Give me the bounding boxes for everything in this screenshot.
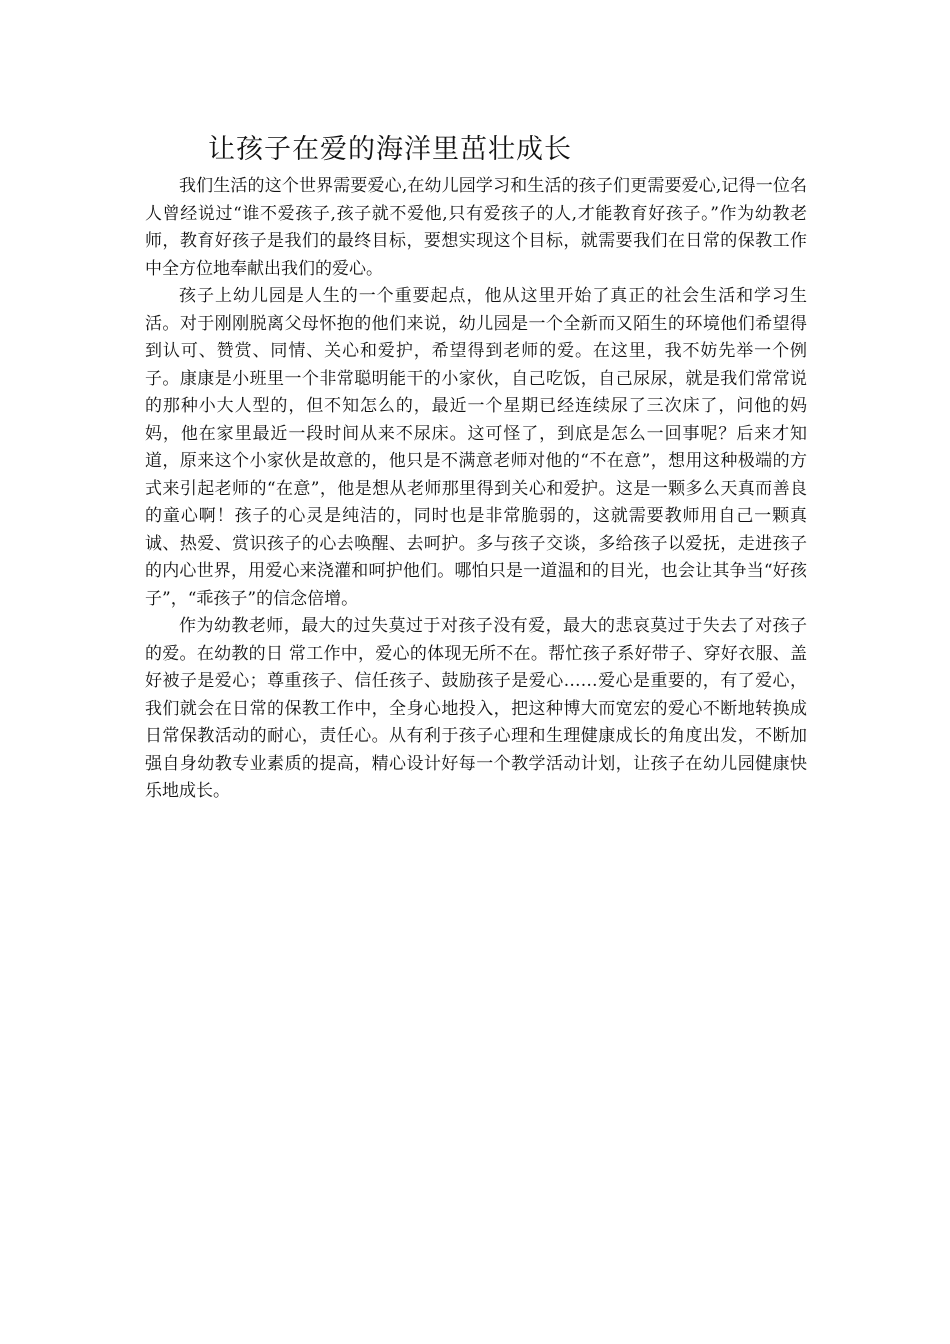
paragraph-2: 孩子上幼儿园是人生的一个重要起点，他从这里开始了真正的社会生活和学习生活。对于刚刚脱离父母怀抱的他们来说，幼儿园是一个全新而又陌生的环境他们希望得到认可、赞赏、同情、关心和爱护，希望得到老师的爱。在这里，我不妨先举一个例子。康康是小班里一个非常聪明能干的小家伙，自己吃饭，自己尿尿，就是我们常常说的那种小大人型的，但不知怎么的，最近一个星期已经连续尿了三次床了，问他的妈妈，他在家里最近一段时间从来不尿床。这可怪了，到底是怎么一回事呢？后来才知道，原来这个小家伙是故意的，他只是不满意老师对他的“不在意”，想用这种极端的方式来引起老师的“在意”，他是想从老师那里得到关心和爱护。这是一颗多么天真而善良的童心啊！孩子的心灵是纯洁的，同时也是非常脆弱的，这就需要教师用自己一颗真诚、热爱、赏识孩子的心去唤醒、去呵护。多与孩子交谈，多给孩子以爱抚，走进孩子的内心世界，用爱心来浇灌和呵护他们。哪怕只是一道温和的目光，也会让其争当“好孩子”，“乖孩子”的信念倍增。 bbox=[145, 286, 807, 609]
document-title: 让孩子在爱的海洋里茁壮成长 bbox=[208, 134, 572, 165]
document-body bbox=[145, 173, 807, 806]
paragraph-1: 我们生活的这个世界需要爱心,在幼儿园学习和生活的孩子们更需要爱心,记得一位名人曾经说过“谁不爱孩子,孩子就不爱他,只有爱孩子的人,才能教育好孩子。”作为幼教老师，教育好孩子是我们的最终目标，要想实现这个目标，就需要我们在日常的保教工作中全方位地奉献出我们的爱心。 bbox=[145, 176, 807, 279]
paragraph-3: 作为幼教老师，最大的过失莫过于对孩子没有爱，最大的悲哀莫过于失去了对孩子的爱。在幼教的日 常工作中，爱心的体现无所不在。帮忙孩子系好带子、穿好衣服、盖好被子是爱心；尊重孩子、信任孩子、鼓励孩子是爱心……爱心是重要的，有了爱心，我们就会在日常的保教工作中，全身心地投入，把这种博大而宽宏的爱心不断地转换成日常保教活动的耐心，责任心。从有利于孩子心理和生理健康成长的角度出发，不断加强自身幼教专业素质的提高，精心设计好每一个教学活动计划，让孩子在幼儿园健康快乐地成长。 bbox=[145, 616, 807, 801]
